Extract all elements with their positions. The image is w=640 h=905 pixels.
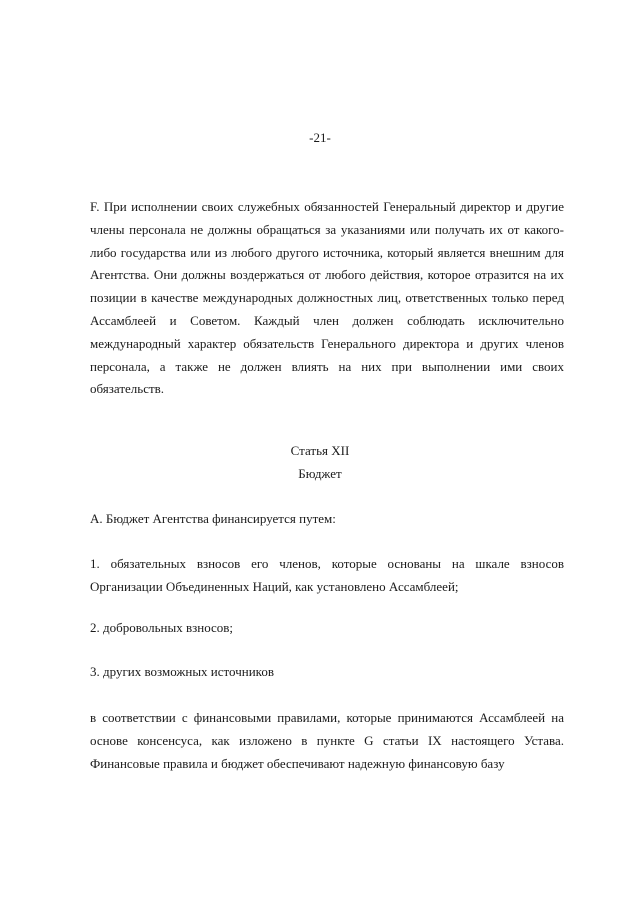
page-number: -21- (309, 130, 331, 145)
paragraph-f-line: персонала, а также не должен влиять на них при выполнении ими своих (90, 358, 564, 374)
paragraph-f-line: F. При исполнении своих служебных обязанностей Генеральный директор и другие (90, 199, 564, 214)
paragraph-f-line: обязательств. (90, 381, 165, 397)
closing-paragraph (90, 707, 564, 775)
paragraph-f-line: либо государства или из любого другого источника, который является внешним для (90, 244, 564, 260)
article-number: Статья XII (290, 443, 350, 458)
list-item-1 (90, 553, 564, 599)
paragraph-f-line: Агентства. Они должны воздержаться от любого действия, которое отразится на их (90, 267, 564, 283)
paragraph-f-line: позиции в качестве международных должностных лиц, ответственных только перед (90, 290, 564, 306)
list-item-3: 3. других возможных источников (90, 664, 274, 679)
paragraph-f (90, 196, 564, 401)
article-title: Бюджет (298, 466, 342, 481)
closing-paragraph-line: Финансовые правила и бюджет обеспечивают надежную финансовую базу (90, 755, 505, 771)
closing-paragraph-line: в соответствии с финансовыми правилами, которые принимаются Ассамблеей на (90, 710, 564, 725)
list-item-1-line: 1. обязательных взносов его членов, которые основаны на шкале взносов (90, 556, 564, 571)
list-item-2: 2. добровольных взносов; (90, 620, 234, 635)
list-item-1-line: Организации Объединенных Наций, как установлено Ассамблеей; (90, 578, 459, 594)
paragraph-f-line: члены персонала не должны обращаться за указаниями или получать их от какого- (90, 221, 564, 237)
closing-paragraph-line: основе консенсуса, как изложено в пункте G статьи IX настоящего Устава. (90, 732, 564, 748)
paragraph-f-line: Ассамблеей и Советом. Каждый член должен соблюдать исключительно (90, 312, 564, 328)
paragraph-a: А. Бюджет Агентства финансируется путем: (90, 511, 336, 526)
paragraph-f-line: международный характер обязательств Генерального директора и других членов (90, 335, 564, 351)
